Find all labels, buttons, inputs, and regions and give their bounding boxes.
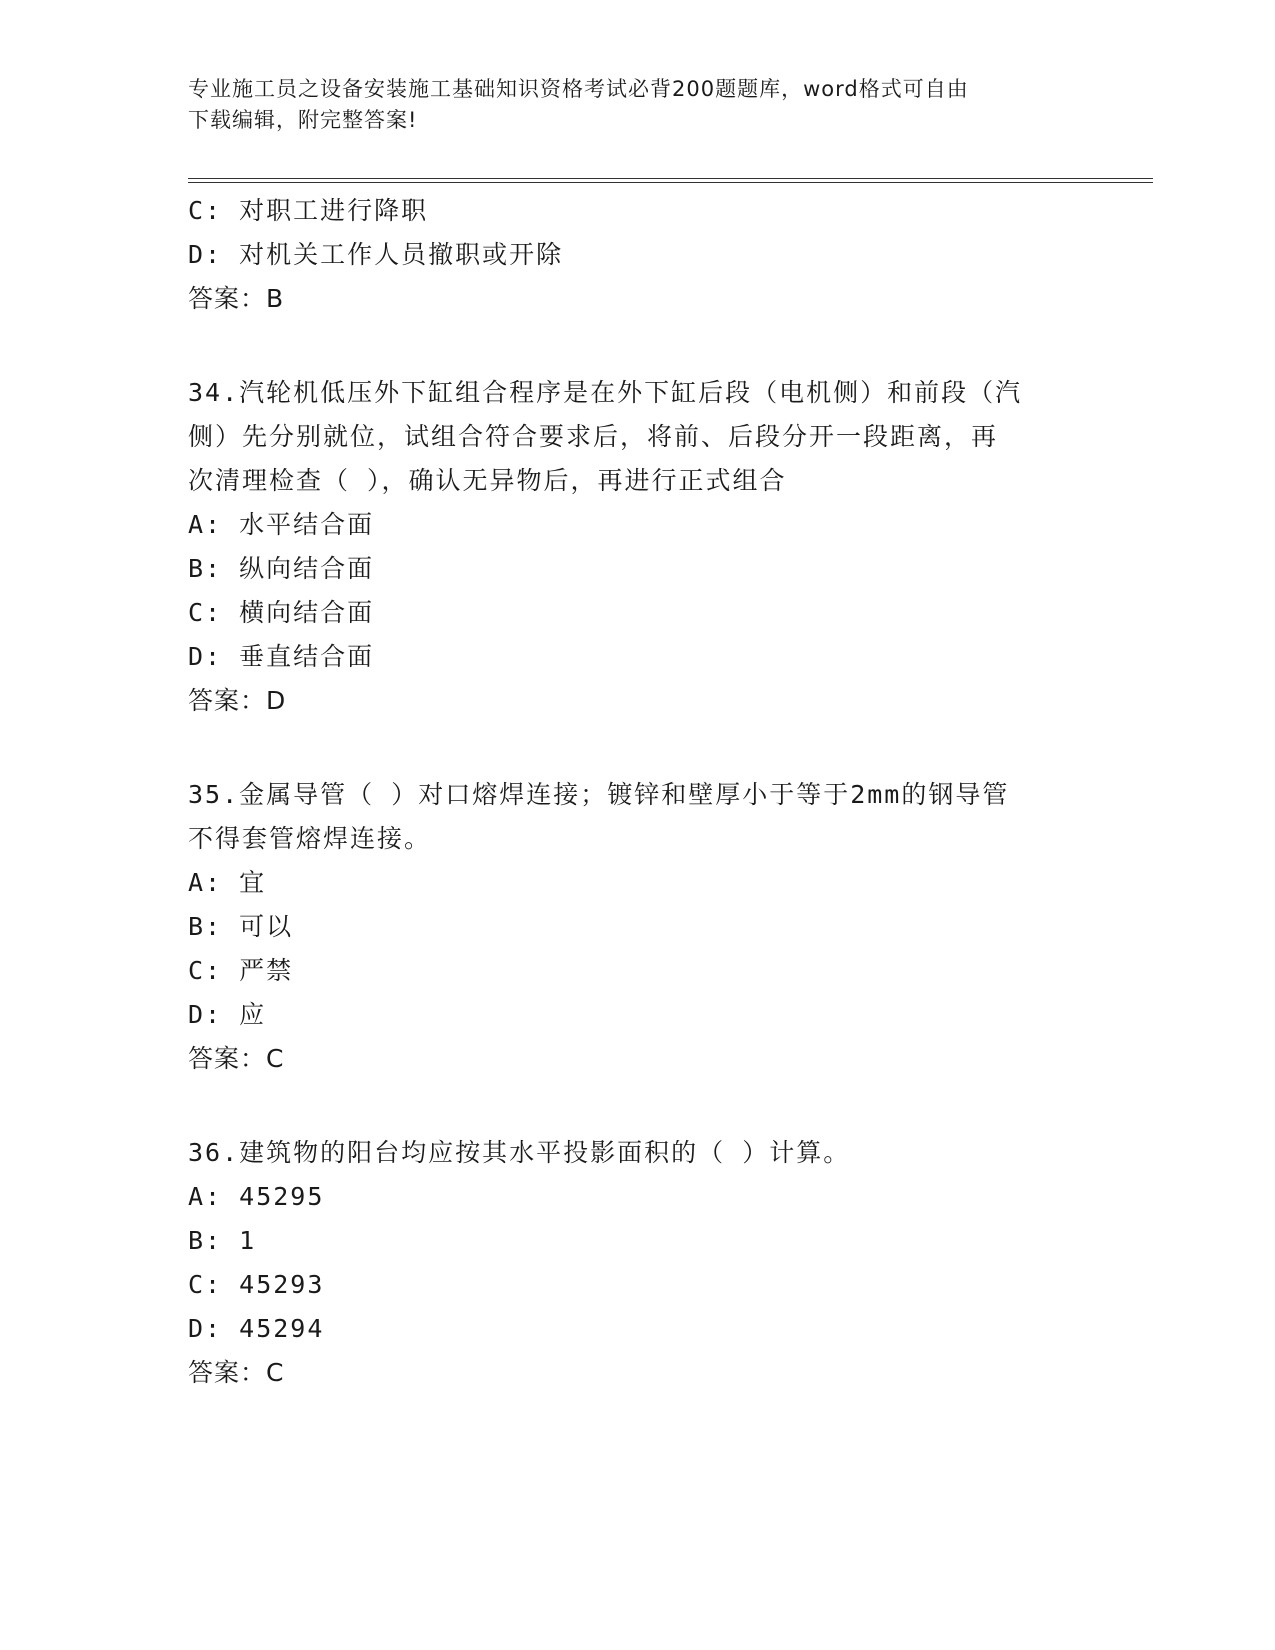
q34-text-line-1: 34.汽轮机低压外下缸组合程序是在外下缸后段（电机侧）和前段（汽 [188,378,1023,407]
q35-option-b: B: 可以 [188,912,294,941]
q36-answer: 答案：C [188,1358,285,1387]
header-divider-top [188,178,1153,179]
q34-option-a: A: 水平结合面 [188,510,375,539]
q34-text-line-3: 次清理检查（ ），确认无异物后，再进行正式组合 [188,466,787,495]
q36-option-c: C: 45293 [188,1270,325,1299]
q35-text-line-2: 不得套管熔焊连接。 [188,824,432,853]
q34-text-line-2: 侧）先分别就位，试组合符合要求后，将前、后段分开一段距离，再 [188,422,999,451]
q34-option-c: C: 横向结合面 [188,598,375,627]
q34-option-d: D: 垂直结合面 [188,642,375,671]
q36-option-a: A: 45295 [188,1182,325,1211]
q34-answer: 答案：D [188,686,287,715]
q35-option-c: C: 严禁 [188,956,294,985]
q35-option-d: D: 应 [188,1000,267,1029]
document-header [188,74,1068,136]
q36-option-d: D: 45294 [188,1314,325,1343]
prev-option-d: D: 对机关工作人员撤职或开除 [188,240,564,269]
q35-answer: 答案：C [188,1044,285,1073]
header-line-2: 下载编辑，附完整答案! [188,108,418,132]
prev-answer: 答案：B [188,284,285,313]
q36-text-line-1: 36.建筑物的阳台均应按其水平投影面积的（ ）计算。 [188,1138,851,1167]
prev-option-c: C: 对职工进行降职 [188,196,429,225]
q35-option-a: A: 宜 [188,868,267,897]
header-line-1: 专业施工员之设备安装施工基础知识资格考试必背200题题库，word格式可自由 [188,77,969,101]
q36-option-b: B: 1 [188,1226,257,1255]
header-divider-bottom [188,182,1153,183]
q35-text-line-1: 35.金属导管（ ）对口熔焊连接；镀锌和壁厚小于等于2mm的钢导管 [188,780,1010,809]
q34-option-b: B: 纵向结合面 [188,554,375,583]
